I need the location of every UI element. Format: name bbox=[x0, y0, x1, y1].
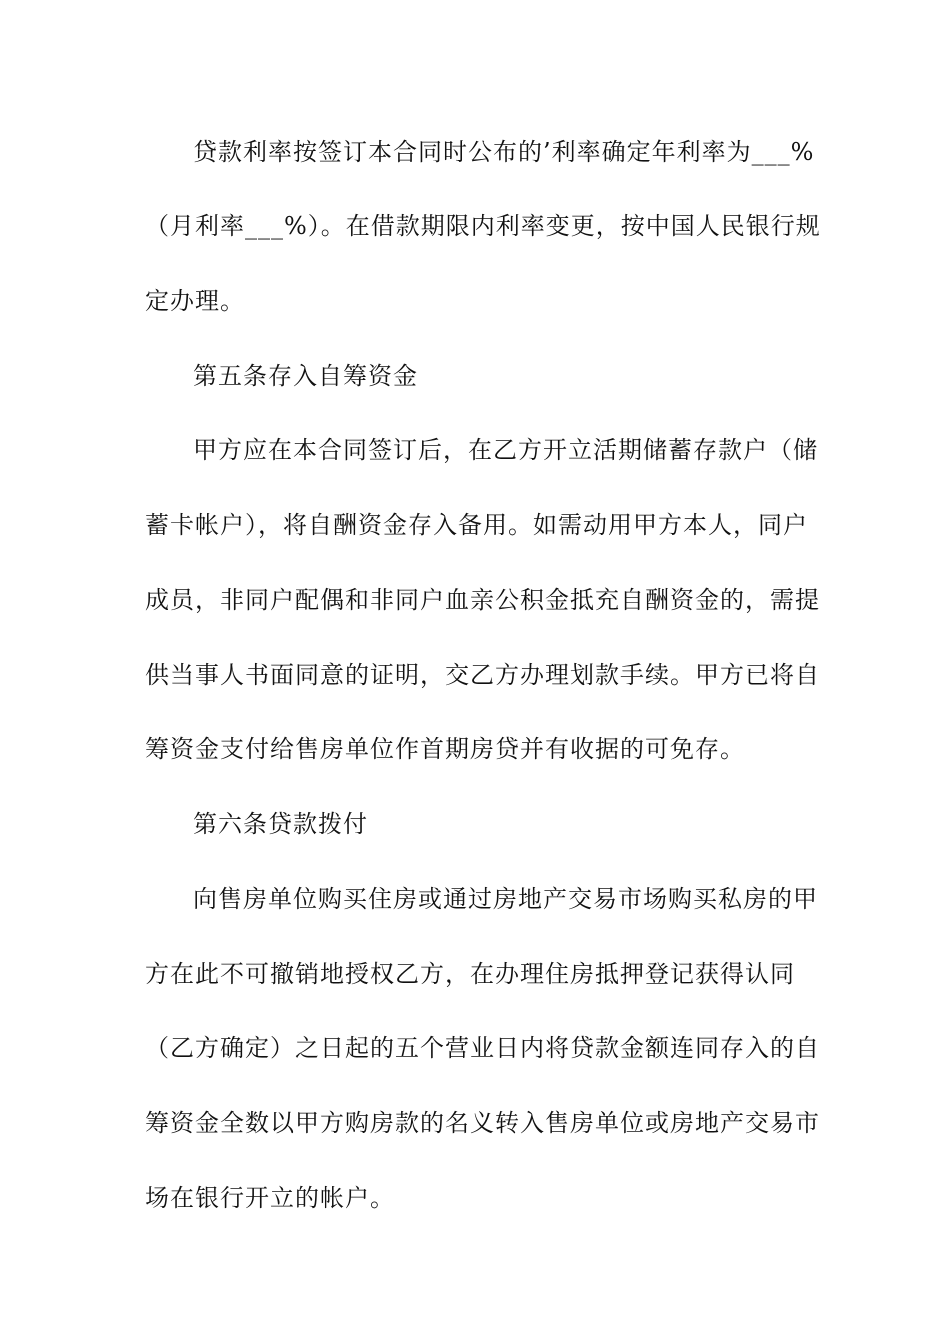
text-line: 筹资金全数以甲方购房款的名义转入售房单位或房地产交易市 bbox=[145, 1109, 820, 1137]
text-line: 贷款利率按签订本合同时公布的’利率确定年利率为___% bbox=[193, 138, 815, 166]
text-line: 向售房单位购买住房或通过房地产交易市场购买私房的甲 bbox=[193, 885, 818, 913]
text-line: 场在银行开立的帐户。 bbox=[145, 1184, 395, 1212]
text-line: （乙方确定）之日起的五个营业日内将贷款金额连同存入的自 bbox=[145, 1034, 820, 1062]
text-line: 供当事人书面同意的证明，交乙方办理划款手续。甲方已将自 bbox=[145, 661, 820, 689]
text-line: 甲方应在本合同签订后，在乙方开立活期储蓄存款户（储 bbox=[193, 436, 818, 464]
text-line: 方在此不可撤销地授权乙方，在办理住房抵押登记获得认同 bbox=[145, 960, 795, 988]
section-heading-article-6: 第六条贷款拨付 bbox=[193, 810, 368, 838]
text-line: （月利率___%）。在借款期限内利率变更，按中国人民银行规 bbox=[145, 212, 821, 240]
text-line: 成员，非同户配偶和非同户血亲公积金抵充自酬资金的，需提 bbox=[145, 586, 820, 614]
text-line: 蓄卡帐户），将自酬资金存入备用。如需动用甲方本人，同户 bbox=[145, 511, 808, 539]
section-heading-article-5: 第五条存入自筹资金 bbox=[193, 362, 418, 390]
text-line: 筹资金支付给售房单位作首期房贷并有收据的可免存。 bbox=[145, 735, 745, 763]
text-line: 定办理。 bbox=[145, 287, 245, 315]
